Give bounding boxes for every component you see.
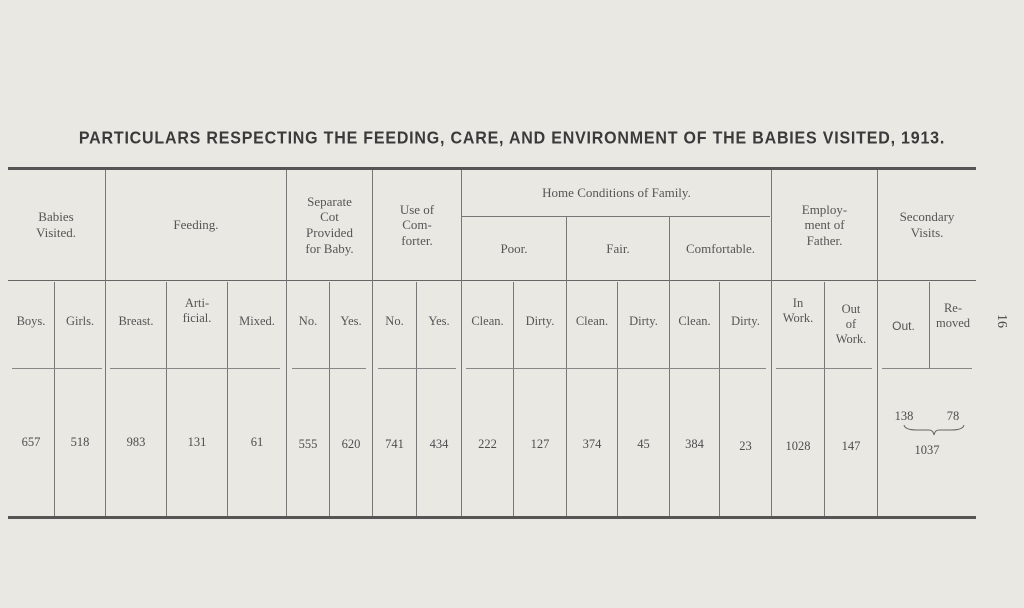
col-comfortable-dirty: Dirty. <box>731 313 760 328</box>
value-secondary-total: 1037 <box>914 442 940 457</box>
col-cot-no: No. <box>298 313 318 328</box>
col-removed: Re- moved <box>936 301 971 330</box>
value-fair-clean: 374 <box>582 436 602 451</box>
table-bottom-rule <box>8 516 976 519</box>
header-secondary-visits: Secondary Visits. <box>899 209 955 240</box>
col-girls: Girls. <box>65 313 95 328</box>
header-use-of-comforter: Use of Com- forter. <box>399 201 435 248</box>
col-out: Out. <box>892 318 915 333</box>
value-mixed: 61 <box>250 434 264 449</box>
value-poor-clean: 222 <box>478 436 497 451</box>
value-comforter-no: 741 <box>385 436 404 451</box>
value-secondary-removed: 78 <box>946 408 960 423</box>
brace-icon <box>903 424 965 438</box>
value-poor-dirty: 127 <box>530 436 550 451</box>
page-title: PARTICULARS RESPECTING THE FEEDING, CARE, AND ENVIRONMENT OF THE BABIES VISITED, 1913. <box>78 129 946 148</box>
col-in-work: In Work. <box>782 296 814 325</box>
col-fair-clean: Clean. <box>575 313 609 328</box>
col-out-of-work: Out of Work. <box>835 301 867 346</box>
col-boys: Boys. <box>16 313 46 328</box>
header-feeding: Feeding. <box>173 217 219 233</box>
page-number: 16 <box>994 314 1009 328</box>
col-poor-dirty: Dirty. <box>525 313 555 328</box>
col-comfortable-clean: Clean. <box>678 313 711 328</box>
header-separate-cot: Separate Cot Provided for Baby. <box>305 193 354 256</box>
value-breast: 983 <box>126 434 146 449</box>
value-cot-no: 555 <box>298 436 318 451</box>
header-dash <box>378 368 456 369</box>
header-dash <box>882 368 972 369</box>
header-dash <box>292 368 366 369</box>
header-employment-of-father: Employ- ment of Father. <box>801 201 848 248</box>
value-secondary-out: 138 <box>894 408 914 423</box>
value-girls: 518 <box>70 434 90 449</box>
value-comfortable-dirty: 23 <box>739 438 752 453</box>
value-comfortable-clean: 384 <box>685 436 704 451</box>
value-cot-yes: 620 <box>341 436 361 451</box>
col-cot-yes: Yes. <box>340 313 362 328</box>
col-artificial: Arti- ficial. <box>182 296 212 325</box>
header-dash <box>12 368 102 369</box>
value-out-of-work: 147 <box>841 438 861 453</box>
header-comfortable: Comfortable. <box>686 240 755 256</box>
header-fair: Fair. <box>606 240 630 256</box>
col-comforter-yes: Yes. <box>428 313 450 328</box>
header-poor: Poor. <box>500 240 528 256</box>
col-breast: Breast. <box>118 313 154 328</box>
value-artificial: 131 <box>187 434 207 449</box>
value-in-work: 1028 <box>785 438 811 453</box>
header-dash <box>110 368 280 369</box>
value-comforter-yes: 434 <box>429 436 449 451</box>
col-comforter-no: No. <box>385 313 404 328</box>
col-poor-clean: Clean. <box>471 313 504 328</box>
value-boys: 657 <box>21 434 41 449</box>
value-fair-dirty: 45 <box>637 436 650 451</box>
header-babies-visited: Babies Visited. <box>35 209 77 240</box>
header-bottom-rule <box>8 280 976 281</box>
header-dash <box>466 368 766 369</box>
header-home-conditions: Home Conditions of Family. <box>542 185 691 201</box>
col-mixed: Mixed. <box>239 313 275 328</box>
col-fair-dirty: Dirty. <box>629 313 658 328</box>
header-dash <box>776 368 872 369</box>
